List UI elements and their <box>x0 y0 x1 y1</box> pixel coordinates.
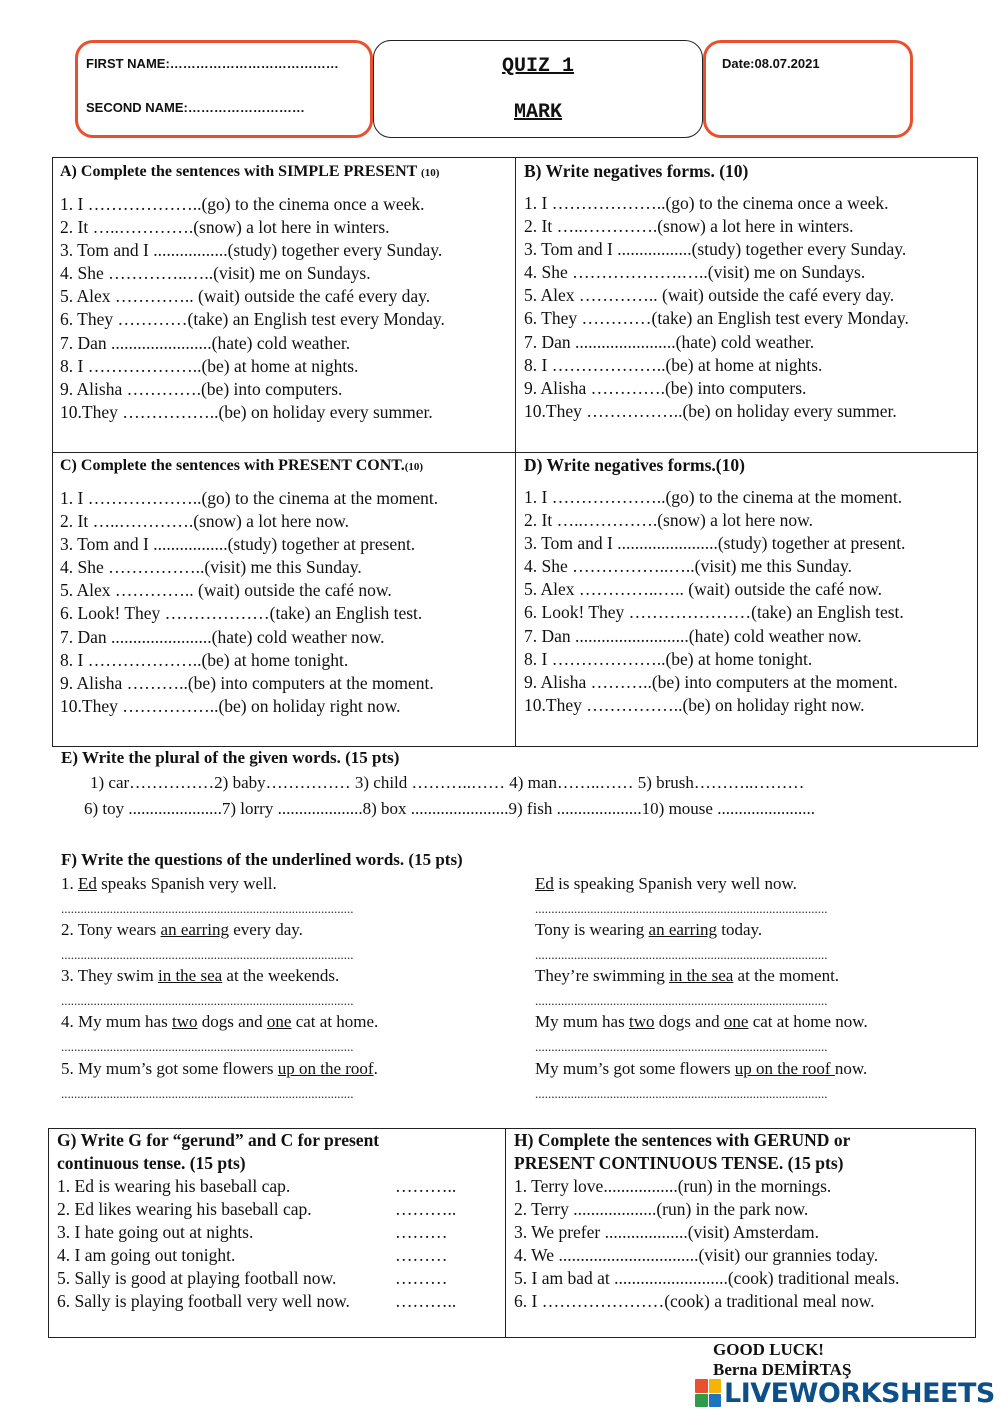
underlined-word: an earring <box>648 920 717 939</box>
exercise-line: 7. Dan ..........................(hate) cold weather now. <box>524 625 862 646</box>
answer-blank[interactable]: ……… <box>395 1245 448 1266</box>
answer-blank[interactable]: ……… <box>395 1268 448 1289</box>
sentence-text: now. <box>834 1059 868 1078</box>
exercise-line: 2. It …..………….(snow) a lot here now. <box>524 510 814 531</box>
exercise-line: 8. I ………………..(be) at home tonight. <box>60 649 349 670</box>
exercise-line: 6. They …………(take) an English test every Monday. <box>524 308 909 329</box>
exercise-line: 3. Tom and I .................(study) together every Sunday. <box>60 240 443 261</box>
underlined-word: two <box>171 1012 198 1031</box>
underlined-word: one <box>266 1012 292 1031</box>
answer-line[interactable]: .......................................................................................... <box>61 947 354 962</box>
underlined-word: in the sea <box>669 966 734 985</box>
question-sentence <box>61 874 277 894</box>
underlined-word: Ed <box>78 874 97 893</box>
exercise-line: 4. She ……………..(visit) me this Sunday. <box>60 557 362 578</box>
section-b-title: B) Write negatives forms. (10) <box>524 161 749 181</box>
liveworksheets-logo-icon <box>695 1379 721 1407</box>
exercise-line: 2. It …..………….(snow) a lot here now. <box>60 511 350 532</box>
gerund-sentence-row <box>57 1244 502 1267</box>
section-c-title: C) Complete the sentences with PRESENT CONT.(10) <box>60 457 424 474</box>
gerund-sentence-row <box>57 1175 502 1198</box>
author-name: Berna DEMİRTAŞ <box>713 1360 852 1379</box>
exercise-line: 10.They ……………..(be) on holiday every summer. <box>60 401 433 422</box>
sentence-text: 2. Tony wears <box>61 920 161 939</box>
section-a-lines <box>60 193 445 424</box>
exercise-line: 10.They ……………..(be) on holiday right now. <box>60 695 401 716</box>
exercise-line: 8. I ………………..(be) at home at nights. <box>60 355 359 376</box>
liveworksheets-logo <box>695 1378 995 1408</box>
exercise-line: 4. She ……………..…..(visit) me this Sunday. <box>524 556 852 577</box>
question-sentence <box>535 920 762 940</box>
exercise-line: 2. It …..………….(snow) a lot here in winters. <box>60 217 390 238</box>
exercise-line: 6. I …………………(cook) a traditional meal now. <box>514 1291 875 1312</box>
sentence-text: My mum has <box>535 1012 629 1031</box>
sentence-text: 2. Ed likes wearing his baseball cap. <box>57 1199 312 1220</box>
exercise-line: 1. Terry love.................(run) in the mornings. <box>514 1176 832 1196</box>
answer-line[interactable]: .......................................................................................... <box>535 1039 828 1054</box>
first-name-label: FIRST NAME:………………………………… <box>86 56 339 71</box>
question-sentence <box>535 966 839 986</box>
section-h-lines <box>514 1175 899 1314</box>
sentence-text: Tony is wearing <box>535 920 649 939</box>
question-sentence <box>535 1059 867 1079</box>
section-b <box>524 160 909 423</box>
exercise-line: 8. I ………………..(be) at home tonight. <box>524 648 813 669</box>
underlined-word: Ed <box>535 874 554 893</box>
sentence-text: . <box>373 1059 378 1078</box>
section-e-line-1: 1) car……………2) baby…………… 3) child ………..…… 4) man……..…… 5) brush………..……… <box>90 773 805 792</box>
gerund-sentence-row <box>57 1221 502 1244</box>
exercise-line: 4. She ……………….…..(visit) me on Sundays. <box>524 262 866 283</box>
underlined-word: two <box>628 1012 655 1031</box>
question-sentence <box>535 874 797 894</box>
answer-blank[interactable]: ……….. <box>395 1176 457 1196</box>
sentence-text: speaks Spanish very well. <box>96 874 277 893</box>
exercise-line: 4. We ................................(visit) our grannies today. <box>514 1245 879 1266</box>
exercise-line: 10.They ……………..(be) on holiday every summer. <box>524 400 897 421</box>
exercise-line: 8. I ………………..(be) at home at nights. <box>524 354 823 375</box>
exercise-line: 7. Dan .......................(hate) cold weather. <box>60 332 351 353</box>
sentence-text: cat at home now. <box>748 1012 868 1031</box>
underlined-word: up on the roof <box>734 1059 835 1078</box>
question-sentence <box>61 1059 378 1079</box>
exercise-line: 5. Alex ………….. (wait) outside the café every day. <box>524 285 895 306</box>
exercise-line: 5. Alex ………….. (wait) outside the café now. <box>60 580 392 601</box>
sentence-text: My mum’s got some flowers <box>535 1059 735 1078</box>
section-h <box>514 1129 899 1314</box>
section-c-lines <box>60 487 438 718</box>
exercise-line: 1. I ………………..(go) to the cinema at the moment. <box>60 488 439 508</box>
exercise-line: 6. Look! They …………………(take) an English test. <box>524 602 904 623</box>
exercise-line: 10.They ……………..(be) on holiday right now. <box>524 694 865 715</box>
sentence-text: 4. My mum has <box>61 1012 172 1031</box>
exercise-line: 9. Alisha ………….(be) into computers. <box>60 378 343 399</box>
section-g-rows <box>57 1175 502 1314</box>
exercise-line: 1. I ………………..(go) to the cinema once a week. <box>524 193 889 213</box>
question-sentence <box>61 1012 378 1032</box>
exercise-line: 5. Alex ………….. (wait) outside the café every day. <box>60 286 431 307</box>
section-g <box>57 1129 502 1314</box>
grid-divider-horizontal <box>53 452 977 453</box>
exercise-line: 1. I ………………..(go) to the cinema at the moment. <box>524 487 903 507</box>
gerund-sentence-row <box>57 1290 502 1313</box>
section-d <box>524 454 905 717</box>
exercise-line: 2. Terry ...................(run) in the park now. <box>514 1199 809 1220</box>
answer-line[interactable]: .......................................................................................... <box>535 1086 828 1101</box>
underlined-word: one <box>723 1012 749 1031</box>
sentence-text: dogs and <box>654 1012 724 1031</box>
underlined-word: an earring <box>160 920 229 939</box>
underlined-word: up on the roof <box>277 1059 374 1078</box>
sentence-text: every day. <box>228 920 303 939</box>
gerund-sentence-row <box>57 1198 502 1221</box>
gerund-sentence-row <box>57 1267 502 1290</box>
exercise-line: 7. Dan .......................(hate) cold weather now. <box>60 626 385 647</box>
exercise-line: 4. She …………..…..(visit) me on Sundays. <box>60 263 371 284</box>
student-name-box <box>75 40 373 138</box>
answer-line[interactable]: .......................................................................................... <box>535 901 828 916</box>
section-e-line-2: 6) toy ......................7) lorry ....................8) box .......................9) fish ....................10) mouse ....................... <box>84 799 815 818</box>
answer-line[interactable]: .......................................................................................... <box>61 1039 354 1054</box>
answer-line[interactable]: .......................................................................................... <box>61 901 354 916</box>
section-a <box>60 162 445 424</box>
exercise-line: 6. They …………(take) an English test every Monday. <box>60 309 445 330</box>
question-sentence <box>61 966 339 986</box>
sentence-text: They’re swimming <box>535 966 670 985</box>
answer-line[interactable]: .......................................................................................... <box>535 993 828 1008</box>
exercise-line: 2. It …..………….(snow) a lot here in winters. <box>524 216 854 237</box>
answer-line[interactable]: .......................................................................................... <box>61 1086 354 1101</box>
exercise-line: 1. I ………………..(go) to the cinema once a week. <box>60 194 425 214</box>
grid-divider-vertical <box>505 1129 506 1337</box>
liveworksheets-logo-text: LIVEWORKSHEETS <box>724 1377 995 1409</box>
exercise-line: 3. Tom and I .................(study) together every Sunday. <box>524 239 907 260</box>
section-a-title: A) Complete the sentences with SIMPLE PRESENT (10) <box>60 163 440 180</box>
exercise-line: 5. Alex …………..….. (wait) outside the café now. <box>524 579 883 600</box>
sentence-text: 5. My mum’s got some flowers <box>61 1059 278 1078</box>
exercise-line: 9. Alisha ………..(be) into computers at the moment. <box>524 671 898 692</box>
quiz-title: QUIZ 1 <box>501 55 574 78</box>
answer-line[interactable]: .......................................................................................... <box>535 947 828 962</box>
sentence-text: is speaking Spanish very well now. <box>553 874 797 893</box>
answer-line[interactable]: .......................................................................................... <box>61 993 354 1008</box>
answer-blank[interactable]: ……….. <box>395 1199 457 1220</box>
question-sentence <box>535 1012 868 1032</box>
sentence-text: dogs and <box>197 1012 267 1031</box>
footer <box>713 1340 851 1380</box>
section-f-title: F) Write the questions of the underlined words. (15 pts) <box>61 850 463 869</box>
sentence-text: today. <box>716 920 763 939</box>
section-e-title: E) Write the plural of the given words. (15 pts) <box>61 748 400 767</box>
answer-blank[interactable]: ……….. <box>395 1291 457 1312</box>
sentence-text: 5. Sally is good at playing football now. <box>57 1268 337 1289</box>
second-name-label: SECOND NAME:……………………… <box>86 100 305 115</box>
sentence-text: 3. They swim <box>61 966 158 985</box>
date-box <box>703 40 913 138</box>
exercise-grid-gh <box>48 1128 976 1338</box>
exercise-line: 9. Alisha ………..(be) into computers at the moment. <box>60 672 434 693</box>
section-c <box>60 456 438 718</box>
exercise-line: 3. We prefer ...................(visit) Amsterdam. <box>514 1222 819 1243</box>
quiz-mark-box <box>373 40 703 138</box>
sentence-text: at the weekends. <box>222 966 340 985</box>
section-b-lines <box>524 192 909 423</box>
sentence-text: 1. Ed is wearing his baseball cap. <box>57 1176 291 1196</box>
section-g-title-line-2: continuous tense. (15 pts) <box>57 1153 246 1173</box>
mark-label: MARK <box>513 101 562 124</box>
exercise-line: 3. Tom and I .......................(study) together at present. <box>524 533 906 554</box>
date-label: Date:08.07.2021 <box>722 56 820 71</box>
good-luck-text: GOOD LUCK! <box>713 1340 824 1359</box>
exercise-line: 6. Look! They ………………(take) an English test. <box>60 603 423 624</box>
exercise-line: 9. Alisha ………….(be) into computers. <box>524 377 807 398</box>
section-h-title-line-2: PRESENT CONTINUOUS TENSE. (15 pts) <box>514 1153 844 1173</box>
sentence-text: 6. Sally is playing football very well now. <box>57 1291 350 1312</box>
exercise-grid-abcd <box>52 157 978 747</box>
section-h-title-line-1: H) Complete the sentences with GERUND or <box>514 1130 851 1150</box>
exercise-line: 7. Dan .......................(hate) cold weather. <box>524 331 815 352</box>
answer-blank[interactable]: ……… <box>395 1222 448 1243</box>
sentence-text: 4. I am going out tonight. <box>57 1245 236 1266</box>
underlined-word: in the sea <box>157 966 223 985</box>
sentence-text: cat at home. <box>291 1012 379 1031</box>
sentence-text: 1. <box>61 874 78 893</box>
section-d-lines <box>524 486 905 717</box>
section-g-title-line-1: G) Write G for “gerund” and C for present <box>57 1130 380 1150</box>
sentence-text: at the moment. <box>733 966 840 985</box>
section-d-title: D) Write negatives forms.(10) <box>524 455 745 475</box>
question-sentence <box>61 920 303 940</box>
exercise-line: 3. Tom and I .................(study) together at present. <box>60 534 416 555</box>
exercise-line: 5. I am bad at ..........................(cook) traditional meals. <box>514 1268 900 1289</box>
sentence-text: 3. I hate going out at nights. <box>57 1222 254 1243</box>
